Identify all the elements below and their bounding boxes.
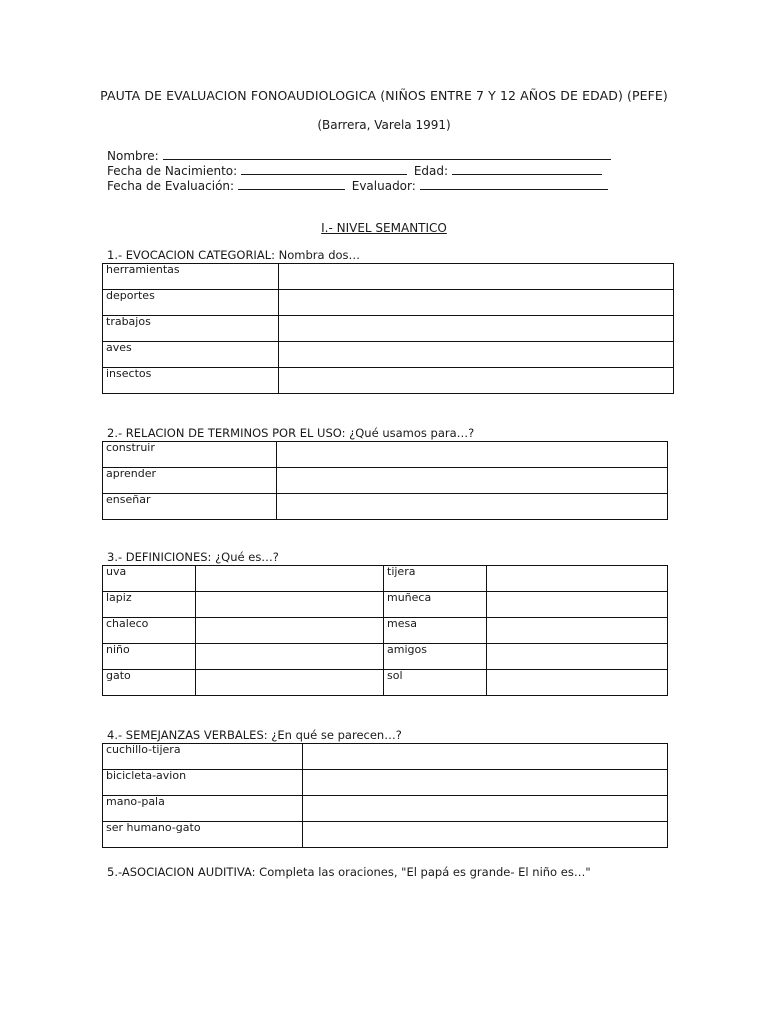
- q3-right-item: mesa: [384, 618, 487, 644]
- q4-item: bicicleta-avion: [103, 770, 303, 796]
- q4-answer-cell[interactable]: [303, 744, 668, 770]
- q3-left-item: gato: [103, 670, 196, 696]
- table-row: [103, 770, 668, 796]
- q2-table: [102, 441, 668, 520]
- q1-answer-cell[interactable]: [279, 264, 674, 290]
- document-subtitle: (Barrera, Varela 1991): [317, 118, 451, 132]
- table-row: [103, 566, 668, 592]
- q4-item: cuchillo-tijera: [103, 744, 303, 770]
- fecha-evaluacion-field[interactable]: [238, 177, 345, 190]
- q1-answer-cell[interactable]: [279, 368, 674, 394]
- document-title: PAUTA DE EVALUACION FONOAUDIOLOGICA (NIÑOS ENTRE 7 Y 12 AÑOS DE EDAD) (PEFE): [100, 88, 668, 103]
- table-row: [103, 290, 674, 316]
- q1-item: trabajos: [103, 316, 279, 342]
- evaluador-field[interactable]: [420, 177, 608, 190]
- table-row: [103, 796, 668, 822]
- q4-item: ser humano-gato: [103, 822, 303, 848]
- q4-answer-cell[interactable]: [303, 822, 668, 848]
- q3-left-answer-cell[interactable]: [196, 592, 384, 618]
- evaluador-label: Evaluador:: [351, 179, 416, 193]
- q1-item: aves: [103, 342, 279, 368]
- q4-answer-cell[interactable]: [303, 796, 668, 822]
- table-row: [103, 368, 674, 394]
- q1-answer-cell[interactable]: [279, 290, 674, 316]
- fecha-nacimiento-field[interactable]: [241, 162, 407, 175]
- edad-label: Edad:: [413, 164, 449, 178]
- section-heading: I.- NIVEL SEMANTICO: [321, 221, 447, 235]
- field-row-nombre: [107, 147, 611, 163]
- q3-table: [102, 565, 668, 696]
- q3-left-answer-cell[interactable]: [196, 644, 384, 670]
- q2-answer-cell[interactable]: [277, 442, 668, 468]
- table-row: [103, 494, 668, 520]
- q3-right-answer-cell[interactable]: [487, 618, 668, 644]
- q2-prompt: 2.- RELACION DE TERMINOS POR EL USO: ¿Qué usamos para…?: [107, 426, 475, 440]
- q3-right-answer-cell[interactable]: [487, 670, 668, 696]
- fecha-evaluacion-label: Fecha de Evaluación:: [107, 179, 235, 193]
- q3-right-answer-cell[interactable]: [487, 566, 668, 592]
- q4-answer-cell[interactable]: [303, 770, 668, 796]
- q2-item: aprender: [103, 468, 277, 494]
- q3-left-item: chaleco: [103, 618, 196, 644]
- q1-answer-cell[interactable]: [279, 316, 674, 342]
- q4-prompt: 4.- SEMEJANZAS VERBALES: ¿En qué se parecen…?: [107, 728, 402, 742]
- q3-left-answer-cell[interactable]: [196, 566, 384, 592]
- q1-item: deportes: [103, 290, 279, 316]
- field-row-nacimiento: [107, 162, 602, 178]
- fecha-nacimiento-label: Fecha de Nacimiento:: [107, 164, 238, 178]
- edad-field[interactable]: [452, 162, 602, 175]
- table-row: [103, 618, 668, 644]
- q3-left-item: uva: [103, 566, 196, 592]
- q3-left-answer-cell[interactable]: [196, 670, 384, 696]
- q5-prompt: 5.-ASOCIACION AUDITIVA: Completa las oraciones, "El papá es grande- El niño es…": [107, 865, 591, 879]
- q1-item: herramientas: [103, 264, 279, 290]
- q3-right-item: amigos: [384, 644, 487, 670]
- table-row: [103, 592, 668, 618]
- table-row: [103, 468, 668, 494]
- q3-right-item: muñeca: [384, 592, 487, 618]
- q2-answer-cell[interactable]: [277, 468, 668, 494]
- q3-left-item: lapiz: [103, 592, 196, 618]
- q4-table: [102, 743, 668, 848]
- table-row: [103, 264, 674, 290]
- nombre-label: Nombre:: [107, 149, 159, 163]
- q3-right-answer-cell[interactable]: [487, 592, 668, 618]
- q3-right-answer-cell[interactable]: [487, 644, 668, 670]
- table-row: [103, 342, 674, 368]
- q2-item: enseñar: [103, 494, 277, 520]
- q3-right-item: sol: [384, 670, 487, 696]
- q2-item: construir: [103, 442, 277, 468]
- q1-answer-cell[interactable]: [279, 342, 674, 368]
- table-row: [103, 442, 668, 468]
- table-row: [103, 670, 668, 696]
- q3-prompt: 3.- DEFINICIONES: ¿Qué es…?: [107, 550, 279, 564]
- table-row: [103, 644, 668, 670]
- q1-item: insectos: [103, 368, 279, 394]
- q3-right-item: tijera: [384, 566, 487, 592]
- field-row-evaluacion: [107, 177, 608, 193]
- q3-left-answer-cell[interactable]: [196, 618, 384, 644]
- q4-item: mano-pala: [103, 796, 303, 822]
- table-row: [103, 316, 674, 342]
- q3-left-item: niño: [103, 644, 196, 670]
- nombre-field[interactable]: [163, 147, 611, 160]
- table-row: [103, 822, 668, 848]
- table-row: [103, 744, 668, 770]
- q1-table: [102, 263, 674, 394]
- q1-prompt: 1.- EVOCACION CATEGORIAL: Nombra dos…: [107, 248, 361, 262]
- q2-answer-cell[interactable]: [277, 494, 668, 520]
